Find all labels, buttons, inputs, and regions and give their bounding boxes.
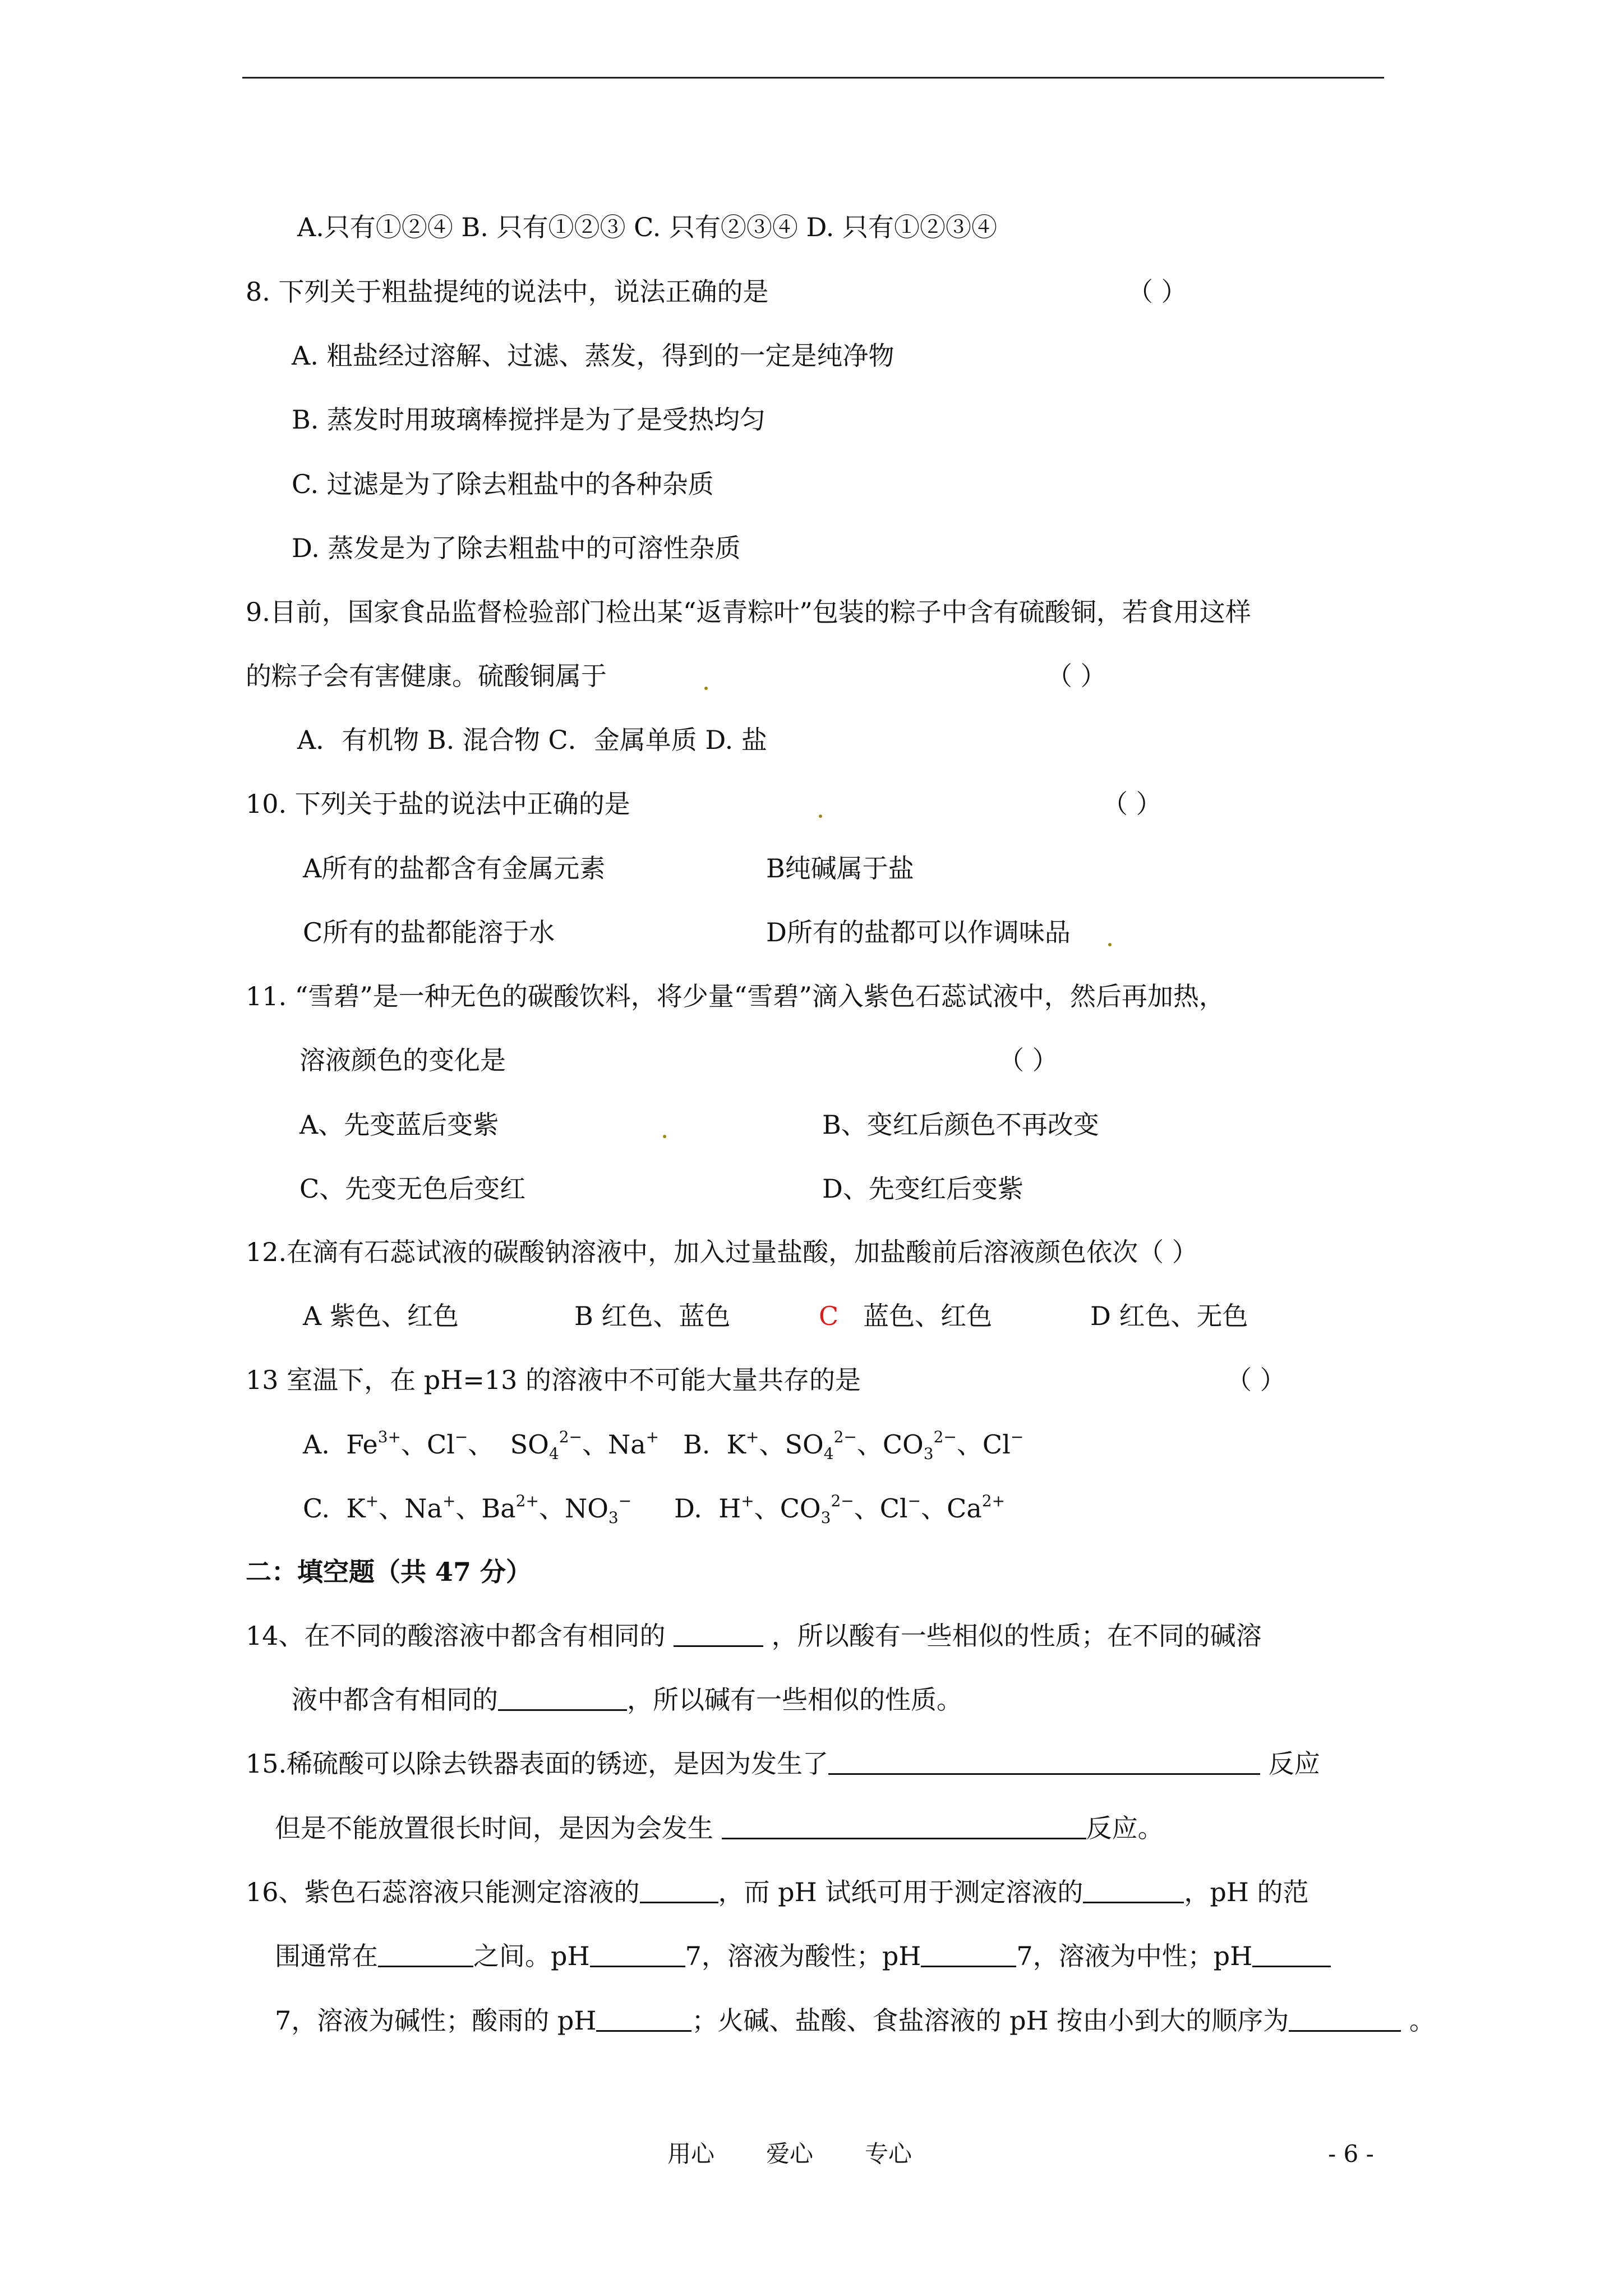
- q16-line3: 7，溶液为碱性；酸雨的 pH ；火碱、盐酸、食盐溶液的 pH 按由小到大的顺序为 。: [275, 2005, 1435, 2036]
- q9-options: A．有机物 B. 混合物 C．金属单质 D. 盐: [297, 725, 767, 755]
- q9-answer-paren: （ ）: [1046, 661, 1106, 691]
- q8-option-a: A. 粗盐经过溶解、过滤、蒸发，得到的一定是纯净物: [292, 341, 895, 371]
- q11-stem-line2: 溶液颜色的变化是: [299, 1045, 506, 1075]
- q12-option-d: D 红色、无色: [1090, 1301, 1248, 1331]
- stray-dot: [1108, 943, 1112, 946]
- page-number: - 6 -: [1328, 2140, 1374, 2168]
- q7-options: A.只有①②④ B. 只有①②③ C. 只有②③④ D. 只有①②③④: [297, 212, 998, 242]
- footer-motto-2: 爱心: [766, 2140, 814, 2168]
- q13-stem: 13 室温下，在 pH=13 的溶液中不可能大量共存的是: [246, 1365, 861, 1395]
- footer-motto-1: 用心: [667, 2140, 715, 2168]
- q14-line2: 液中都含有相同的 ，所以碱有一些相似的性质。: [292, 1685, 962, 1715]
- q15-line2: 但是不能放置很长时间，是因为会发生 反应。: [275, 1813, 1164, 1843]
- q10-answer-paren: （ ）: [1102, 789, 1162, 819]
- q16-blank-3[interactable]: [378, 1943, 473, 1967]
- q15-blank-1[interactable]: [828, 1751, 1260, 1775]
- q11-option-d: D、先变红后变紫: [822, 1174, 1023, 1204]
- q11-option-b: B、变红后颜色不再改变: [822, 1110, 1099, 1140]
- q13-option-b: B. K+、$SO_4^{2-}$、$CO_3^{2-}$、Cl−: [683, 1428, 1024, 1463]
- q9-stem-line1: 9.目前，国家食品监督检验部门检出某“返青粽叶”包装的粽子中含有硫酸铜，若食用这样: [246, 597, 1251, 627]
- q10-stem: 10. 下列关于盐的说法中正确的是: [246, 789, 630, 819]
- q16-line2: 围通常在 之间。pH 7，溶液为酸性；pH 7，溶液为中性；pH: [275, 1939, 1331, 1973]
- q10-option-c: C所有的盐都能溶于水: [303, 917, 555, 947]
- q12-option-a: A 紫色、红色: [303, 1301, 459, 1331]
- q14-blank-1[interactable]: [674, 1623, 763, 1647]
- q11-answer-paren: （ ）: [998, 1045, 1058, 1075]
- q8-option-d: D. 蒸发是为了除去粗盐中的可溶性杂质: [292, 533, 741, 563]
- q16-blank-2[interactable]: [1083, 1879, 1184, 1903]
- q15-line1: 15.稀硫酸可以除去铁器表面的锈迹，是因为发生了 反应: [246, 1749, 1320, 1779]
- q12-option-c: [819, 1299, 992, 1333]
- q12-option-b: B 红色、蓝色: [574, 1301, 731, 1331]
- q13-option-c: C. K+、Na+、$Ba^{2+}$、$NO_3^-$: [303, 1492, 632, 1527]
- q15-blank-2[interactable]: [722, 1815, 1086, 1839]
- q8-option-b: B. 蒸发时用玻璃棒搅拌是为了是受热均匀: [292, 404, 766, 435]
- section-title: 二：填空题（共 47 分）: [246, 1557, 532, 1587]
- q10-option-a: A所有的盐都含有金属元素: [303, 853, 606, 884]
- q12-option-c-text: 蓝色、红色: [863, 1301, 993, 1331]
- q14-line1: 14、在不同的酸溶液中都含有相同的 ，所以酸有一些相似的性质；在不同的碱溶: [246, 1621, 1262, 1651]
- q16-line1: 16、紫色石蕊溶液只能测定溶液的 ，而 pH 试纸可用于测定溶液的 ，pH 的范: [246, 1877, 1309, 1907]
- q8-stem: 8. 下列关于粗盐提纯的说法中，说法正确的是: [246, 277, 769, 307]
- stray-dot: [704, 687, 708, 690]
- q16-blank-1[interactable]: [640, 1879, 718, 1903]
- q8-answer-paren: （ ）: [1127, 277, 1187, 307]
- q11-stem-line1: 11. “雪碧”是一种无色的碳酸饮料，将少量“雪碧”滴入紫色石蕊试液中，然后再加热，: [246, 981, 1225, 1011]
- q16-blank-4[interactable]: [590, 1943, 685, 1967]
- q10-option-b: B纯碱属于盐: [766, 853, 914, 884]
- header-rule: [242, 77, 1384, 79]
- q8-option-c: C. 过滤是为了除去粗盐中的各种杂质: [292, 469, 714, 499]
- q16-blank-5[interactable]: [921, 1943, 1016, 1967]
- stray-dot: [663, 1135, 666, 1138]
- q13-option-a: A. $Fe^{3+}$、Cl−、 $SO_4^{2-}$、Na+: [303, 1428, 660, 1463]
- q12-stem: 12.在滴有石蕊试液的碳酸钠溶液中，加入过量盐酸，加盐酸前后溶液颜色依次（ ）: [246, 1237, 1198, 1267]
- q13-option-d: D. H+、$CO_3^{2-}$、Cl−、$Ca^{2+}$: [674, 1492, 1006, 1527]
- q11-option-a: A、先变蓝后变紫: [299, 1110, 499, 1140]
- q16-blank-8[interactable]: [1289, 2008, 1401, 2032]
- q10-option-d: D所有的盐都可以作调味品: [766, 917, 1071, 947]
- q11-option-c: C、先变无色后变红: [299, 1174, 526, 1204]
- q12-option-c-letter: C: [819, 1301, 839, 1331]
- q9-stem-line2: 的粽子会有害健康。硫酸铜属于: [246, 661, 607, 691]
- q16-blank-7[interactable]: [596, 2008, 691, 2032]
- stray-dot: [819, 815, 822, 818]
- q14-blank-2[interactable]: [498, 1687, 627, 1711]
- q13-answer-paren: （ ）: [1226, 1365, 1286, 1395]
- footer-motto-3: 专心: [865, 2140, 912, 2168]
- q16-blank-6[interactable]: [1252, 1943, 1331, 1967]
